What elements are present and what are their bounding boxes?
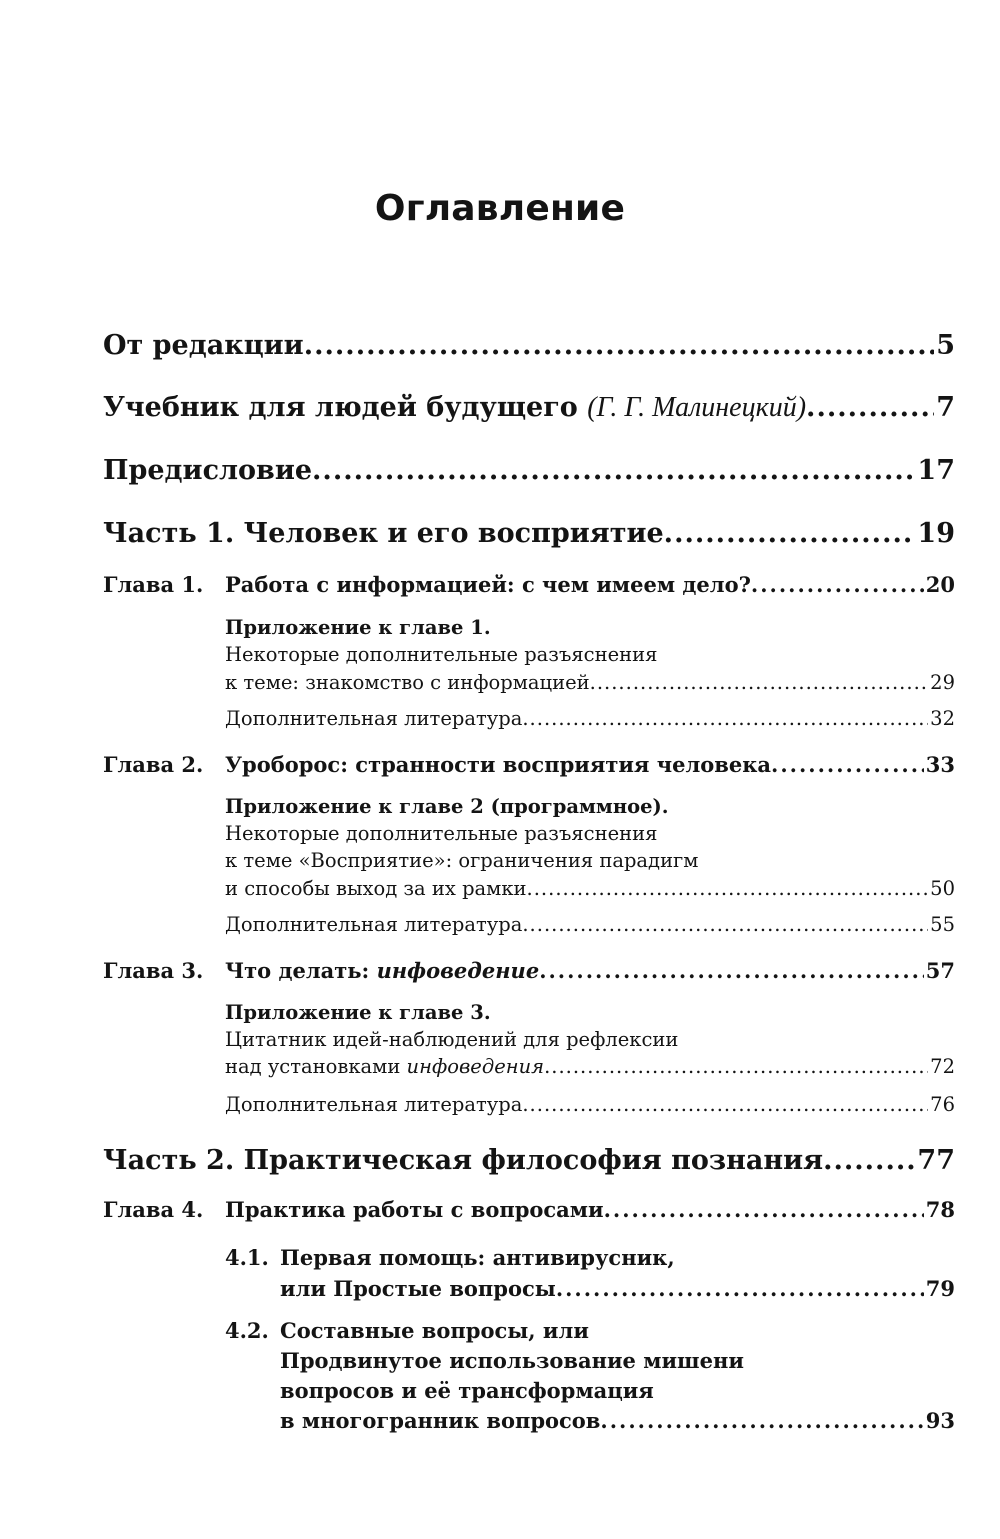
appendix-last-text: над установками xyxy=(225,1055,401,1078)
appendix-last-line xyxy=(225,1055,544,1078)
toc-appendix-2[interactable] xyxy=(225,877,955,900)
toc-leader xyxy=(522,913,928,936)
appendix-last-italic: инфоведения xyxy=(406,1055,545,1078)
toc-leader xyxy=(664,518,916,549)
toc-leader xyxy=(304,330,935,361)
chapter-title: Что делать: xyxy=(225,958,370,983)
toc-page-number: 78 xyxy=(925,1197,955,1222)
toc-part-1[interactable] xyxy=(103,518,955,549)
toc-page-number: 5 xyxy=(936,330,955,361)
toc-entry-editorial[interactable] xyxy=(103,330,955,361)
appendix-title: Приложение к главе 3. xyxy=(225,1001,491,1024)
chapter-number: Глава 4. xyxy=(103,1197,204,1222)
appendix-line: Некоторые дополнительные разъяснения xyxy=(225,643,658,666)
toc-page-number: 72 xyxy=(930,1055,955,1078)
literature-label: Дополнительная литература xyxy=(225,1093,523,1116)
toc-page-number: 57 xyxy=(925,958,955,983)
page-title: Оглавление xyxy=(374,188,626,229)
toc-page-number: 93 xyxy=(925,1408,955,1433)
toc-appendix-3[interactable] xyxy=(225,1055,955,1078)
toc-page-number: 79 xyxy=(925,1276,955,1301)
toc-entry-preface[interactable] xyxy=(103,455,955,486)
toc-leader xyxy=(604,1197,924,1222)
toc-entry-author: (Г. Г. Малинецкий) xyxy=(587,392,807,423)
toc-leader xyxy=(527,877,929,900)
toc-leader xyxy=(806,392,934,423)
toc-entry-textbook[interactable] xyxy=(103,392,955,424)
literature-label: Дополнительная литература xyxy=(225,913,523,936)
toc-appendix-1[interactable] xyxy=(225,671,955,694)
appendix-last-line: к теме: знакомство с информацией xyxy=(225,671,590,694)
toc-page-number: 32 xyxy=(930,707,955,730)
section-line: Составные вопросы, или xyxy=(280,1318,589,1343)
toc-leader xyxy=(771,752,924,777)
toc-chapter-3[interactable] xyxy=(103,958,955,983)
chapter-title: Практика работы с вопросами xyxy=(225,1197,604,1222)
toc-part-2[interactable] xyxy=(103,1145,955,1176)
toc-leader xyxy=(556,1276,924,1301)
toc-literature-2[interactable] xyxy=(225,913,955,936)
toc-leader xyxy=(590,671,929,694)
toc-chapter-label xyxy=(103,572,751,597)
toc-entry-label: Предисловие xyxy=(103,455,313,486)
toc-part-label: Часть 2. Практическая философия познания xyxy=(103,1145,824,1176)
appendix-line: к теме «Восприятие»: ограничения парадигм xyxy=(225,849,699,872)
toc-leader xyxy=(823,1145,915,1176)
toc-page-number: 77 xyxy=(917,1145,955,1176)
toc-page-number: 50 xyxy=(930,877,955,900)
toc-leader xyxy=(312,455,915,486)
appendix-title: Приложение к главе 1. xyxy=(225,616,491,639)
toc-page-number: 17 xyxy=(917,455,955,486)
toc-chapter-label xyxy=(103,752,771,777)
appendix-line: Цитатник идей-наблюдений для рефлексии xyxy=(225,1028,679,1051)
section-number: 4.2. xyxy=(225,1318,269,1343)
toc-leader xyxy=(600,1408,923,1433)
toc-literature-1[interactable] xyxy=(225,707,955,730)
appendix-last-line: и способы выход за их рамки xyxy=(225,877,527,900)
toc-leader xyxy=(522,1093,928,1116)
chapter-number: Глава 1. xyxy=(103,572,204,597)
toc-literature-3[interactable] xyxy=(225,1093,955,1116)
appendix-line: Некоторые дополнительные разъяснения xyxy=(225,822,658,845)
chapter-title-italic: инфоведение xyxy=(376,958,540,983)
toc-entry-title: Учебник для людей будущего xyxy=(103,392,578,423)
toc-chapter-label xyxy=(103,958,539,983)
toc-section-4-2[interactable] xyxy=(280,1408,955,1433)
chapter-number: Глава 3. xyxy=(103,958,204,983)
toc-entry-label: От редакции xyxy=(103,330,304,361)
toc-page-number: 19 xyxy=(917,518,955,549)
toc-leader xyxy=(522,707,928,730)
section-number: 4.1. xyxy=(225,1245,269,1270)
toc-page-number: 55 xyxy=(930,913,955,936)
toc-page-number: 20 xyxy=(925,572,955,597)
toc-entry-label xyxy=(103,392,806,424)
toc-part-label: Часть 1. Человек и его восприятие xyxy=(103,518,664,549)
toc-leader xyxy=(544,1055,928,1078)
toc-page-number: 29 xyxy=(930,671,955,694)
section-last-line: или Простые вопросы xyxy=(280,1276,556,1301)
toc-page-number: 33 xyxy=(925,752,955,777)
chapter-number: Глава 2. xyxy=(103,752,204,777)
toc-chapter-1[interactable] xyxy=(103,572,955,597)
toc-chapter-label xyxy=(103,1197,604,1222)
toc-section-4-1[interactable] xyxy=(280,1276,955,1301)
section-last-line: в многогранник вопросов xyxy=(280,1408,601,1433)
literature-label: Дополнительная литература xyxy=(225,707,523,730)
toc-leader xyxy=(539,958,924,983)
section-line: Продвинутое использование мишени xyxy=(280,1348,744,1373)
toc-leader xyxy=(751,572,924,597)
toc-page-number: 76 xyxy=(930,1093,955,1116)
toc-chapter-4[interactable] xyxy=(103,1197,955,1222)
section-line: вопросов и её трансформация xyxy=(280,1378,654,1403)
toc-chapter-2[interactable] xyxy=(103,752,955,777)
section-line: Первая помощь: антивирусник, xyxy=(280,1245,675,1270)
appendix-title: Приложение к главе 2 (программное). xyxy=(225,795,669,818)
toc-page-number: 7 xyxy=(936,392,955,423)
chapter-title: Работа с информацией: с чем имеем дело? xyxy=(225,572,751,597)
chapter-title: Уроборос: странности восприятия человека xyxy=(225,752,772,777)
